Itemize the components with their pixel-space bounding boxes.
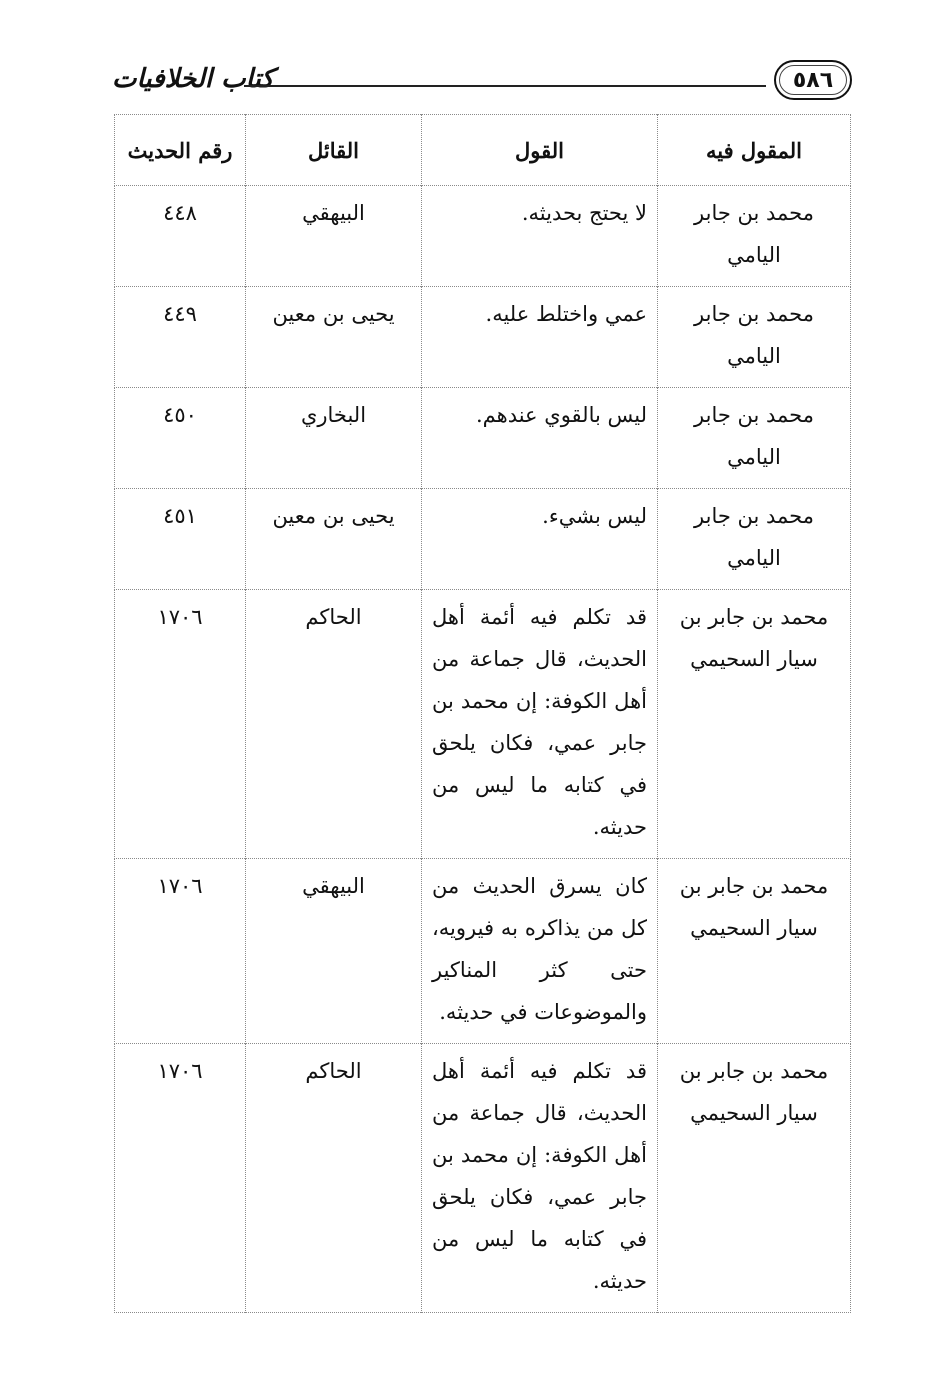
subject-cell: محمد بن جابر اليامي	[658, 287, 851, 388]
speaker-cell: يحيى بن معين	[246, 287, 422, 388]
hadith-number-cell: ٤٥١	[115, 489, 246, 590]
speaker-cell: البخاري	[246, 388, 422, 489]
speaker-cell: الحاكم	[246, 1044, 422, 1313]
statement-cell: ليس بالقوي عندهم.	[422, 388, 658, 489]
page-number-badge	[774, 60, 852, 100]
subject-cell: محمد بن جابر بن سيار السحيمي	[658, 859, 851, 1044]
table-row	[115, 186, 851, 287]
subject-cell: محمد بن جابر بن سيار السحيمي	[658, 590, 851, 859]
hadith-number-cell: ١٧٠٦	[115, 1044, 246, 1313]
page-number: ٥٨٦	[792, 67, 834, 93]
table-row	[115, 489, 851, 590]
hadith-number-cell: ٤٤٨	[115, 186, 246, 287]
subject-cell: محمد بن جابر اليامي	[658, 489, 851, 590]
column-header-statement: القول	[422, 115, 658, 186]
subject-cell: محمد بن جابر بن سيار السحيمي	[658, 1044, 851, 1313]
statement-cell: عمي واختلط عليه.	[422, 287, 658, 388]
speaker-cell: البيهقي	[246, 859, 422, 1044]
subject-cell: محمد بن جابر اليامي	[658, 388, 851, 489]
column-header-number: رقم الحديث	[115, 115, 246, 186]
table-row	[115, 859, 851, 1044]
statement-cell: قد تكلم فيه أئمة أهل الحديث، قال جماعة من أهل الكوفة: إن محمد بن جابر عمي، فكان يلحق في كتابه ما ليس من حديثه.	[422, 590, 658, 859]
statement-cell: كان يسرق الحديث من كل من يذاكره به فيرويه، حتى كثر المناكير والموضوعات في حديثه.	[422, 859, 658, 1044]
column-header-subject: المقول فيه	[658, 115, 851, 186]
book-title: كتاب الخلافيات	[112, 64, 274, 94]
table-row	[115, 590, 851, 859]
table-row	[115, 388, 851, 489]
header-divider	[244, 85, 766, 87]
statement-cell: لا يحتج بحديثه.	[422, 186, 658, 287]
hadith-number-cell: ١٧٠٦	[115, 859, 246, 1044]
hadith-number-cell: ٤٤٩	[115, 287, 246, 388]
speaker-cell: البيهقي	[246, 186, 422, 287]
table-row	[115, 1044, 851, 1313]
hadith-number-cell: ١٧٠٦	[115, 590, 246, 859]
statement-cell: قد تكلم فيه أئمة أهل الحديث، قال جماعة من أهل الكوفة: إن محمد بن جابر عمي، فكان يلحق في كتابه ما ليس من حديثه.	[422, 1044, 658, 1313]
hadith-number-cell: ٤٥٠	[115, 388, 246, 489]
page-header	[112, 58, 852, 108]
column-header-speaker: القائل	[246, 115, 422, 186]
speaker-cell: الحاكم	[246, 590, 422, 859]
table-row	[115, 287, 851, 388]
narrator-criticism-table	[114, 114, 851, 1313]
speaker-cell: يحيى بن معين	[246, 489, 422, 590]
statement-cell: ليس بشيء.	[422, 489, 658, 590]
table-header-row	[115, 115, 851, 186]
subject-cell: محمد بن جابر اليامي	[658, 186, 851, 287]
